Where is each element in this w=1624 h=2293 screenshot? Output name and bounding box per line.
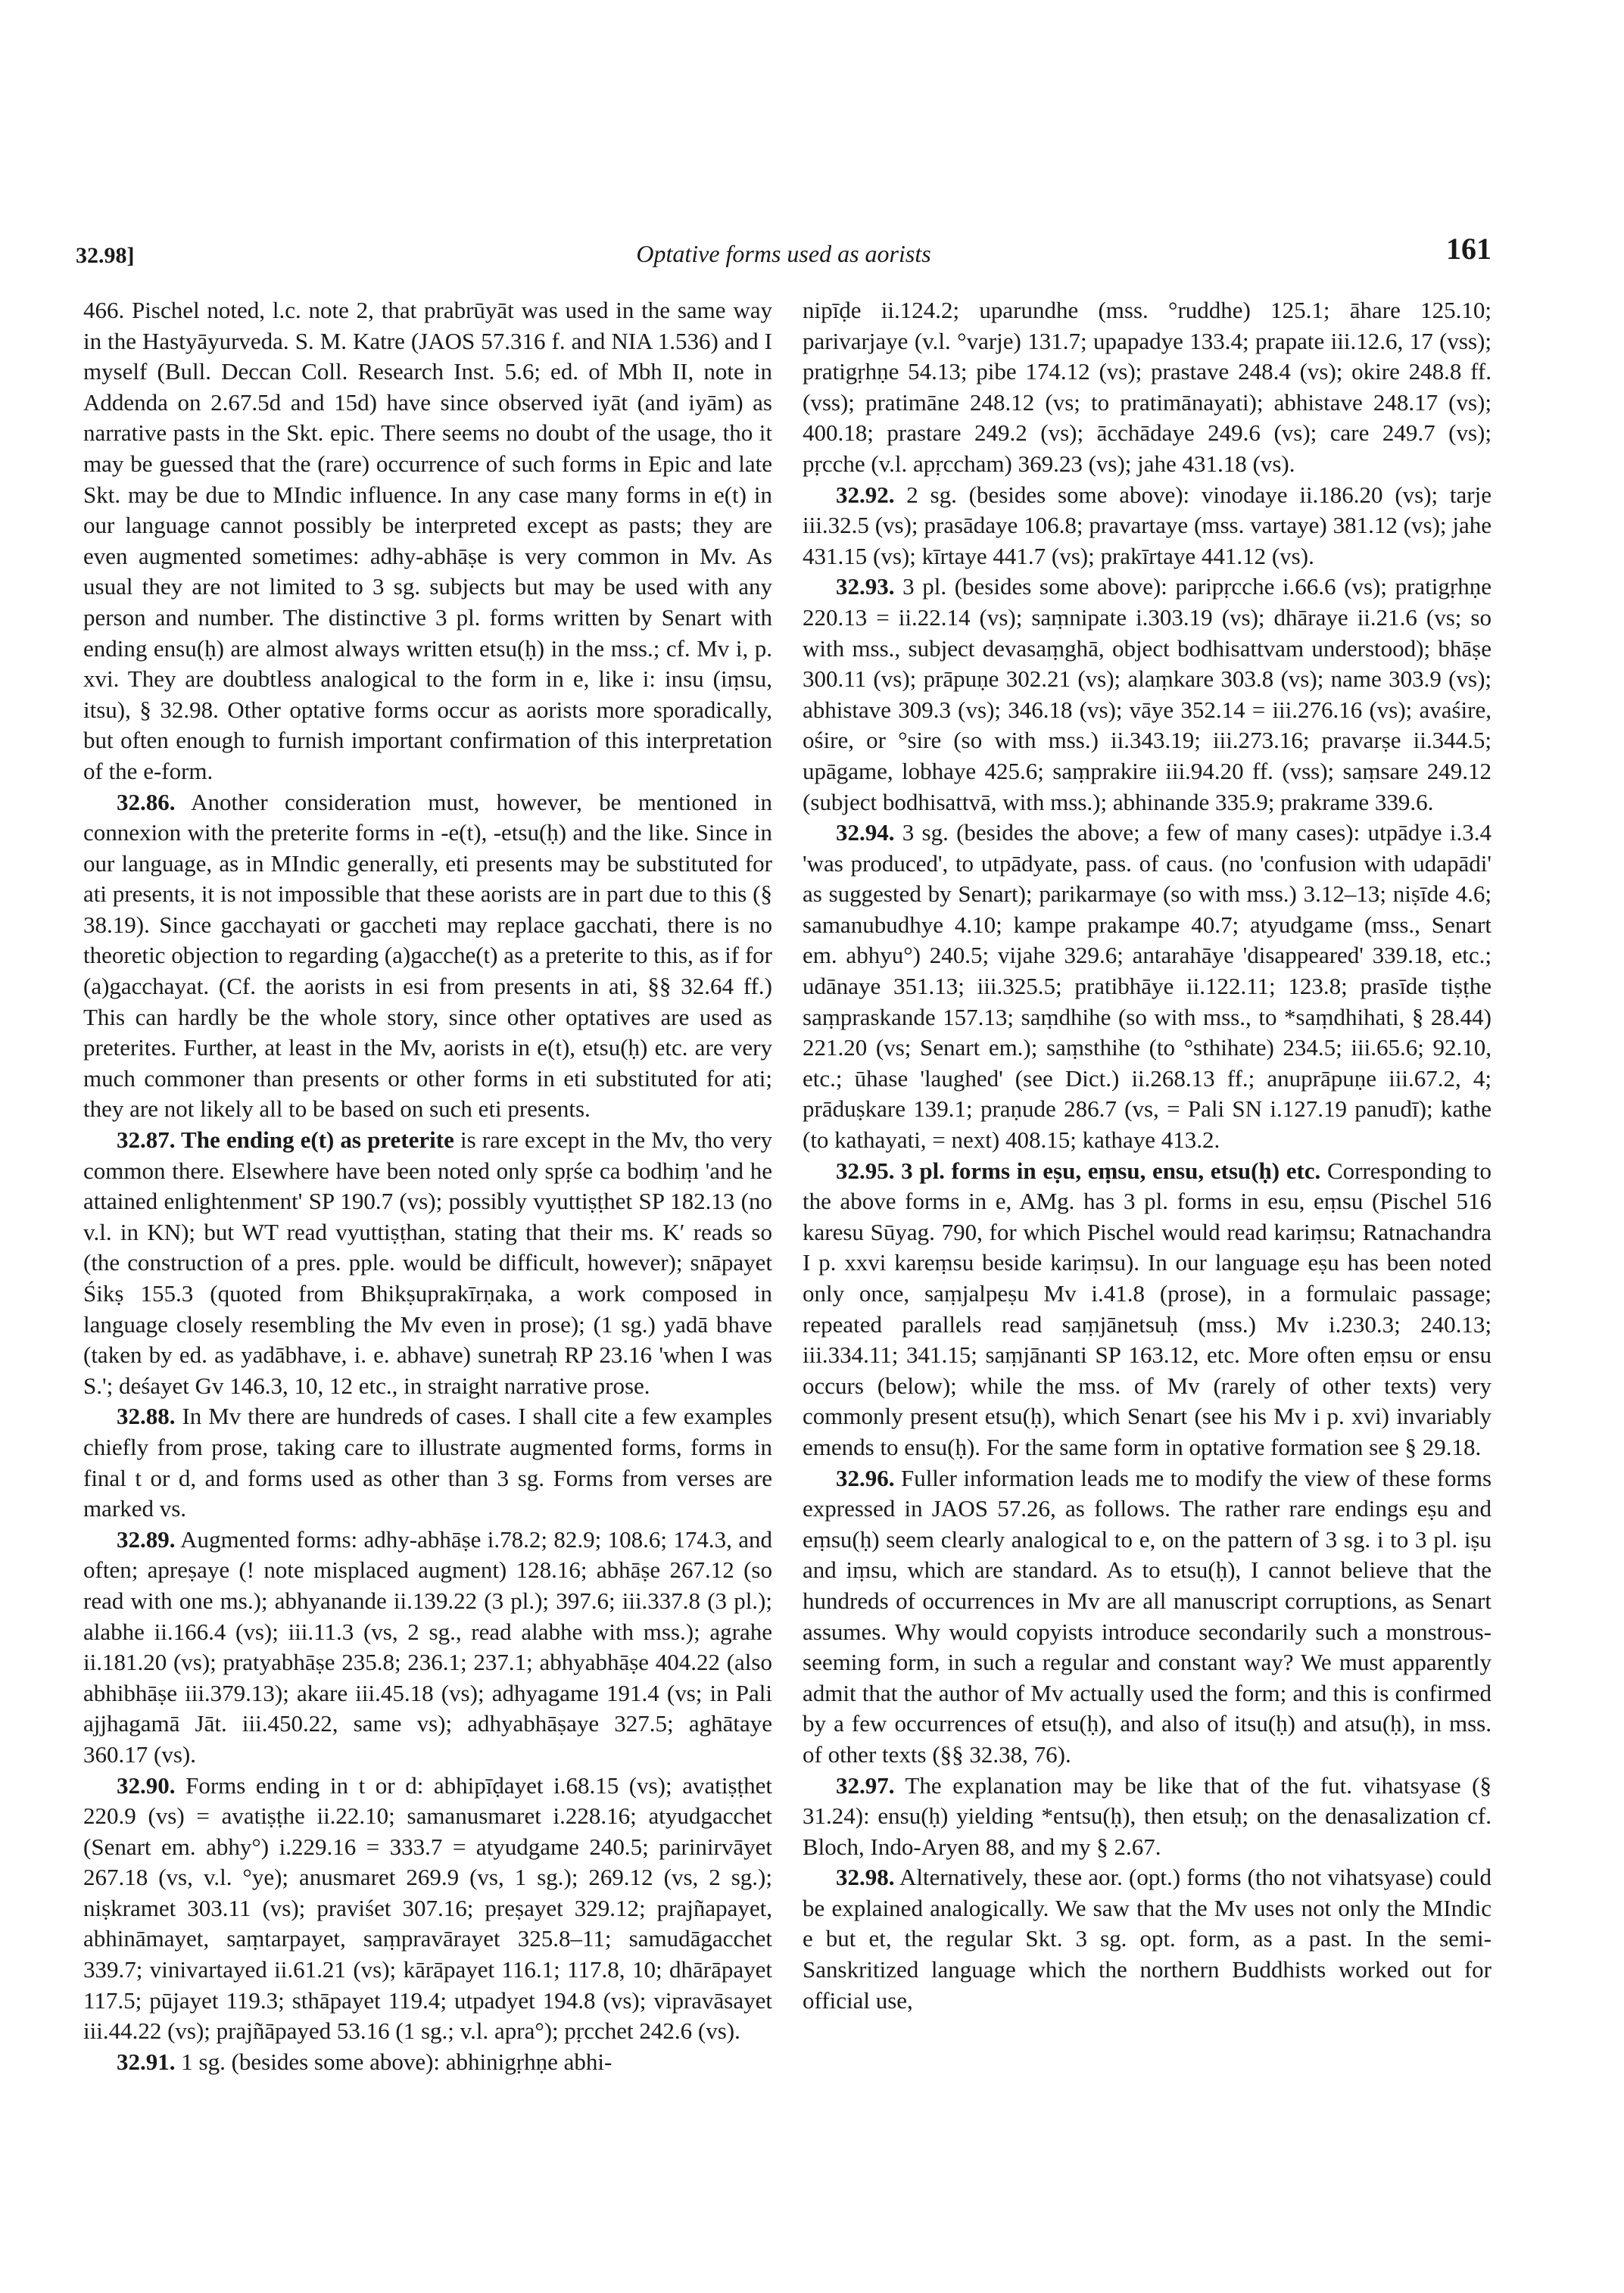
paragraph-text: The explanation may be like that of the fut. vihatsyase (§ 31.24): ensu(ḥ) yielding *entsu(ḥ), then etsuḥ; on the denasalization cf. Bloch, Indo-Aryen 88, and my § 2.67. — [803, 1771, 1492, 1860]
paragraph-text: 3 pl. (besides some above): paripṛcche i.66.6 (vs); pratigṛhṇe 220.13 = ii.22.14 (vs); saṃnipate i.303.19 (vs); dhāraye ii.21.6 (vs; so with mss., subject devasaṃghā, object bodhisattvam understood); bhāṣe 300.11 (vs); prāpuṇe 302.21 (vs); alaṃkare 303.8 (vs); name 303.9 (vs); abhistave 309.3 (vs); 346.18 (vs); vāye 352.14 = iii.276.16 (vs); avaśire, ośire, or °sire (so with mss.) ii.343.19; iii.273.16; pravarṣe ii.344.5; upāgame, lobhaye 425.6; saṃprakire iii.94.20 ff. (vss); saṃsare 249.12 (subject bodhisattvā, with mss.); abhinande 335.9; prakrame 339.6. — [803, 573, 1492, 815]
paragraph-text: is rare except in the Mv, tho very common there. Elsewhere have been noted only spṛśe ca bodhiṃ 'and he attained enlightenment' SP 190.7 (vs); possibly vyuttiṣṭhet SP 182.13 (no v.l. in KN); but WT read vyuttiṣṭhan, stating that their ms. K′ reads so (the construction of a pres. pple. would be difficult, however); snāpayet Śikṣ 155.3 (quoted from Bhikṣuprakīrṇaka, a work composed in language closely resembling the Mv even in prose); (1 sg.) yadā bhave (taken by ed. as yadābhave, i. e. abhave) sunetraḥ RP 23.16 'when I was S.'; deśayet Gv 146.3, 10, 12 etc., in straight narrative prose. — [83, 1126, 773, 1399]
paragraph-text: nipīḍe ii.124.2; uparundhe (mss. °ruddhe) 125.1; āhare 125.10; parivarjaye (v.l. °varje) 131.7; upapadye 133.4; prapate iii.12.6, 17 (vss); pratigṛhṇe 54.13; pibe 174.12 (vs); prastave 248.4 (vs); okire 248.8 ff. (vss); pratimāne 248.12 (vs; to pratimānayati); abhistave 248.17 (vs); 400.18; prastare 249.2 (vs); ācchādaye 249.6 (vs); care 249.7 (vs); pṛcche (v.l. apṛccham) 369.23 (vs); jahe 431.18 (vs). — [803, 297, 1492, 477]
paragraph — [803, 480, 1492, 572]
page-title: Optative forms used as aorists — [636, 240, 931, 267]
paragraph — [803, 818, 1492, 1156]
page-number: 161 — [1446, 232, 1492, 266]
section-number: 32.93. — [836, 573, 895, 600]
section-heading: 32.87. The ending e(t) as preterite — [117, 1126, 454, 1154]
paragraph — [83, 1525, 772, 1771]
running-head — [76, 231, 1492, 276]
section-number: 32.89. — [117, 1525, 176, 1553]
paragraph-text: 2 sg. (besides some above): vinodaye ii.186.20 (vs); tarje iii.32.5 (vs); prasādaye 106.8; pravartaye (mss. vartaye) 381.12 (vs); jahe 431.15 (vs); kīrtaye 441.7 (vs); prakīrtaye 441.12 (vs). — [803, 481, 1492, 569]
paragraph — [83, 295, 772, 787]
section-heading: 32.95. 3 pl. forms in eṣu, eṃsu, ensu, etsu(ḥ) etc. — [836, 1157, 1321, 1184]
paragraph — [83, 1125, 772, 1401]
paragraph — [803, 1862, 1492, 2016]
section-number: 32.98. — [836, 1864, 895, 1891]
paragraph-text: Corresponding to the above forms in e, AMg. has 3 pl. forms in esu, eṃsu (Pischel 516 karesu Sūyag. 790, for which Pischel would read kariṃsu; Ratnachandra I p. xxvi kareṃsu beside kariṃsu). In our language eṣu has been noted only once, saṃjalpeṣu Mv i.41.8 (prose), in a formulaic passage; repeated parallels read saṃjānetsuḥ (mss.) Mv i.230.3; 240.13; iii.334.11; 341.15; saṃjānanti SP 163.12, etc. More often eṃsu or ensu occurs (below); while the mss. of Mv (rarely of other texts) very commonly present etsu(ḥ), which Senart (see his Mv i p. xvi) invariably emends to ensu(ḥ). For the same form in optative formation see § 29.18. — [803, 1157, 1492, 1460]
section-number: 32.97. — [836, 1771, 895, 1799]
paragraph — [83, 2047, 772, 2078]
section-reference: 32.98] — [76, 243, 135, 268]
paragraph-text: 466. Pischel noted, l.c. note 2, that prabrūyāt was used in the same way in the Hastyāyurveda. S. M. Katre (JAOS 57.316 f. and NIA 1.536) and I myself (Bull. Deccan Coll. Research Inst. 5.6; ed. of Mbh II, note in Addenda on 2.67.5d and 15d) have since observed iyāt (and iyām) as narrative pasts in the Skt. epic. There seems no doubt of the usage, tho it may be guessed that the (rare) occurrence of such forms in Epic and late Skt. may be due to MIndic influence. In any case many forms in e(t) in our language cannot possibly be interpreted except as pasts; they are even augmented sometimes: adhy-abhāṣe is very common in Mv. As usual they are not limited to 3 sg. subjects but may be used with any person and number. The distinctive 3 pl. forms written by Senart with ending ensu(ḥ) are almost always written etsu(ḥ) in the mss.; cf. Mv i, p. xvi. They are doubtless analogical to the form in e, like i: insu (iṃsu, itsu), § 32.98. Other optative forms occur as aorists more sporadically, but often enough to furnish important confirmation of this interpretation of the e-form. — [83, 297, 772, 784]
section-number: 32.92. — [836, 481, 895, 508]
section-number: 32.88. — [117, 1403, 176, 1430]
section-number: 32.90. — [117, 1771, 176, 1799]
paragraph — [803, 572, 1492, 818]
section-number: 32.86. — [117, 788, 176, 815]
paragraph — [83, 1771, 772, 2047]
paragraph-text: Augmented forms: adhy-abhāṣe i.78.2; 82.9; 108.6; 174.3, and often; apreṣaye (! note misplaced augment) 128.16; abhāṣe 267.12 (so read with one ms.); abhyanande ii.139.22 (3 pl.); 397.6; iii.337.8 (3 pl.); alabhe ii.166.4 (vs); iii.11.3 (vs, 2 sg., read alabhe with mss.); agrahe ii.181.20 (vs); pratyabhāṣe 235.8; 236.1; 237.1; abhyabhāṣe 404.22 (also abhibhāṣe iii.379.13); akare iii.45.18 (vs); adhyagame 191.4 (vs; in Pali ajjhagamā Jāt. iii.450.22, same vs); adhyabhāṣaye 327.5; aghātaye 360.17 (vs). — [83, 1525, 772, 1768]
left-column — [83, 295, 772, 2077]
paragraph — [803, 1156, 1492, 1463]
right-column — [803, 295, 1492, 2016]
paragraph — [803, 1771, 1492, 1863]
section-number: 32.94. — [836, 819, 895, 846]
paragraph-text: Forms ending in t or d: abhipīḍayet i.68.15 (vs); avatiṣṭhet 220.9 (vs) = avatiṣṭhe ii.22.10; samanusmaret i.228.16; atyudgacchet (Senart em. abhy°) i.229.16 = 333.7 = atyudgame 240.5; parinirvāyet 267.18 (vs, v.l. °ye); anusmaret 269.9 (vs, 1 sg.); 269.12 (vs, 2 sg.); niṣkramet 303.11 (vs); praviśet 307.16; preṣayet 329.12; prajñapayet, abhināmayet, saṃtarpayet, saṃpravārayet 325.8–11; samudāgacchet 339.7; vinivartayed ii.61.21 (vs); kārāpayet 116.1; 117.8, 10; dhārāpayet 117.5; pūjayet 119.3; sthāpayet 119.4; utpadyet 194.8 (vs); vipravāsayet iii.44.22 (vs); prajñāpayed 53.16 (1 sg.; v.l. apra°); pṛcchet 242.6 (vs). — [83, 1771, 773, 2045]
section-number: 32.91. — [117, 2048, 176, 2075]
paragraph-text: In Mv there are hundreds of cases. I shall cite a few examples chiefly from prose, taking care to illustrate augmented forms, forms in final t or d, and forms used as other than 3 sg. Forms from verses are marked vs. — [83, 1403, 772, 1522]
paragraph-text: Fuller information leads me to modify the view of these forms expressed in JAOS 57.26, as follows. The rather rare endings eṣu and eṃsu(ḥ) seem clearly analogical to e, on the pattern of 3 sg. i to 3 pl. iṣu and iṃsu, which are standard. As to etsu(ḥ), I cannot believe that the hundreds of occurrences in Mv are all manuscript corruptions, as Senart assumes. Why would copyists introduce secondarily such a monstrous-seeming form, in such a regular and constant way? We must apparently admit that the author of Mv actually used the form; and this is confirmed by a few occurrences of etsu(ḥ), and also of itsu(ḥ) and atsu(ḥ), in mss. of other texts (§§ 32.38, 76). — [803, 1464, 1492, 1768]
section-number: 32.96. — [836, 1464, 895, 1491]
paragraph — [83, 787, 772, 1126]
paragraph-text: Another consideration must, however, be mentioned in connexion with the preterite forms in -e(t), -etsu(ḥ) and the like. Since in our language, as in MIndic generally, eti presents may be substituted for ati presents, it is not impossible that these aorists are in part due to this (§ 38.19). Since gacchayati or gaccheti may replace gacchati, there is no theoretic objection to regarding (a)gacche(t) as a preterite to this, as if for (a)gacchayat. (Cf. the aorists in esi from presents in ati, §§ 32.64 ff.) This can hardly be the whole story, since other optatives are used as preterites. Further, at least in the Mv, aorists in e(t), etsu(ḥ) etc. are very much commoner than presents or other forms in eti substituted for ati; they are not likely all to be based on such eti presents. — [83, 788, 772, 1123]
paragraph — [803, 1463, 1492, 1771]
paragraph-text: 3 sg. (besides the above; a few of many cases): utpādye i.3.4 'was produced', to utpādyate, pass. of caus. (no 'confusion with udapādi' as suggested by Senart); parikarmaye (so with mss.) 3.12–13; niṣīde 4.6; samanubudhye 4.10; kampe prakampe 40.7; atyudgame (mss., Senart em. abhyu°) 240.5; vijahe 329.6; antarahāye 'disappeared' 339.18, etc.; udānaye 351.13; iii.325.5; pratibhāye ii.122.11; 123.8; prasīde tiṣṭhe saṃpraskande 157.13; saṃdhihe (so with mss., to *saṃdhihati, § 28.44) 221.20 (vs; Senart em.); saṃsthihe (to °sthihate) 234.5; iii.65.6; 92.10, etc.; ūhase 'laughed' (see Dict.) ii.268.13 ff.; anuprāpuṇe iii.67.2, 4; prāduṣkare 139.1; praṇude 286.7 (vs, = Pali SN i.127.19 panudī); kathe (to kathayati, = next) 408.15; kathaye 413.2. — [803, 819, 1492, 1154]
paragraph-text: 1 sg. (besides some above): abhinigṛhṇe abhi- — [181, 2048, 613, 2075]
paragraph — [803, 295, 1492, 480]
paragraph-text: Alternatively, these aor. (opt.) forms (tho not vihatsyase) could be explained analogically. We saw that the Mv uses not only the MIndic e but et, the regular Skt. 3 sg. opt. form, as a past. In the semi-Sanskritized language which the northern Buddhists worked out for official use, — [803, 1864, 1492, 2014]
paragraph — [83, 1401, 772, 1524]
